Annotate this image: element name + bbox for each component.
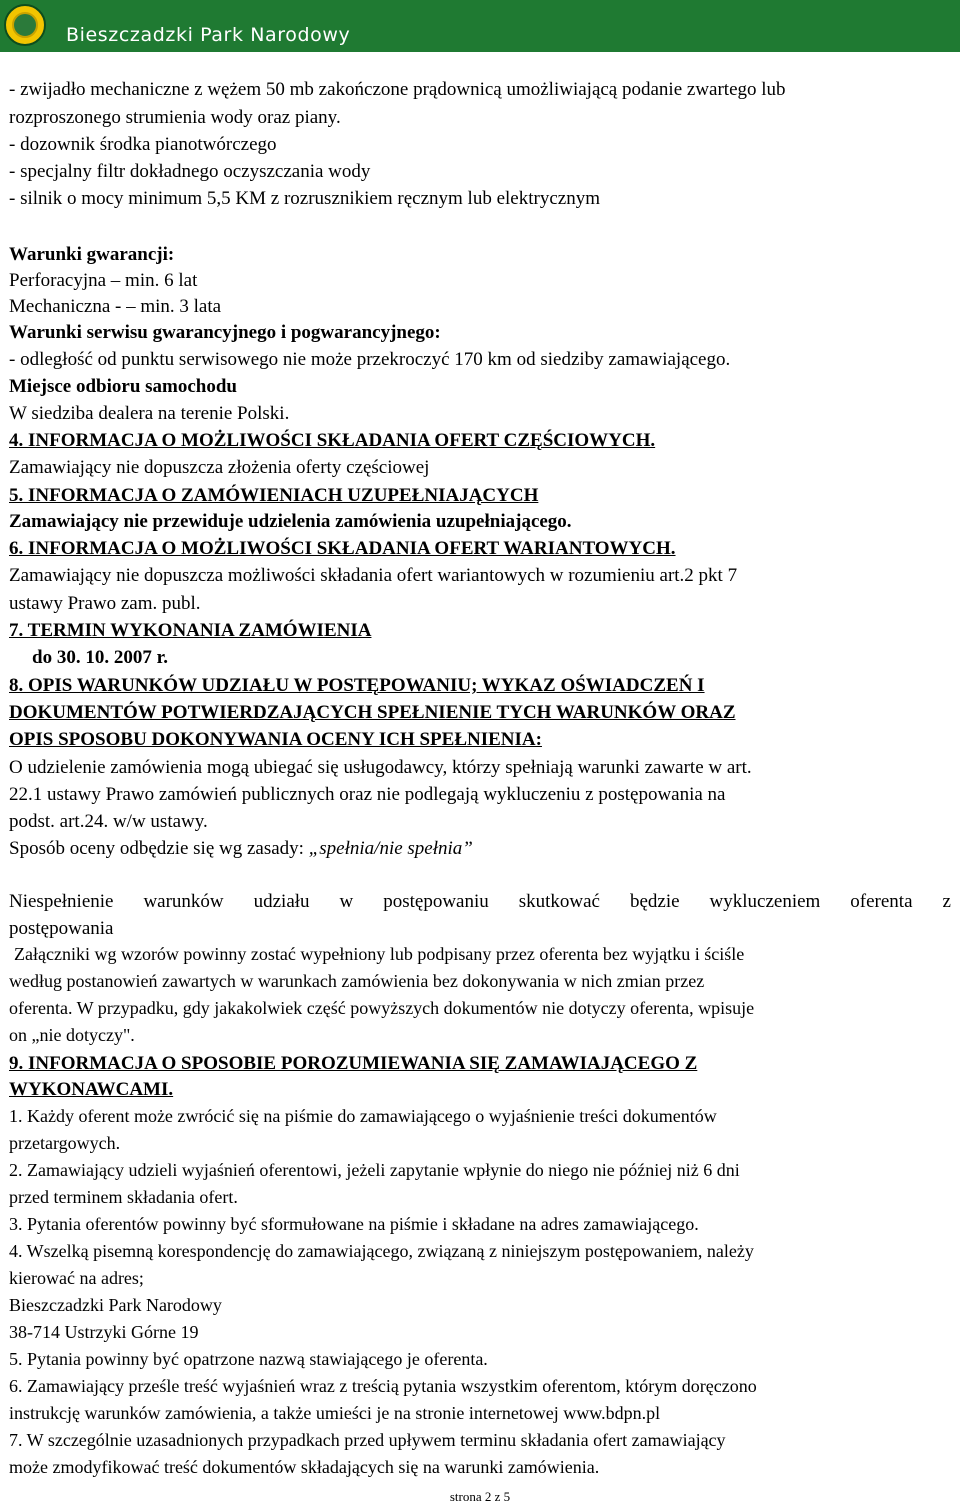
- text-line: postępowania: [9, 918, 114, 939]
- word: Niespełnienie: [9, 891, 114, 912]
- text-line: ustawy Prawo zam. publ.: [9, 593, 201, 614]
- text-line: rozproszonego strumienia wody oraz piany.: [9, 107, 341, 128]
- text-line: Zamawiający nie dopuszcza złożenia oferty częściowej: [9, 457, 430, 478]
- text-line: Bieszczadzki Park Narodowy: [9, 1295, 222, 1315]
- word: oferenta: [850, 891, 913, 912]
- section-heading: 8. OPIS WARUNKÓW UDZIAŁU W POSTĘPOWANIU; WYKAZ OŚWIADCZEŃ I: [9, 675, 705, 696]
- text-line: 7. W szczególnie uzasadnionych przypadkach przed upływem terminu składania ofert zamawiający: [9, 1430, 726, 1450]
- text-line: Perforacyjna – min. 6 lat: [9, 270, 198, 291]
- text-line: przetargowych.: [9, 1133, 121, 1153]
- text-line: [9, 839, 473, 858]
- text-line: Zamawiający nie dopuszcza możliwości składania ofert wariantowych w rozumieniu art.2 pkt 7: [9, 565, 738, 586]
- text-line: przed terminem składania ofert.: [9, 1187, 238, 1207]
- word: wykluczeniem: [709, 891, 821, 912]
- text-line: podst. art.24. w/w ustawy.: [9, 811, 208, 832]
- section-heading: DOKUMENTÓW POTWIERDZAJĄCYCH SPEŁNIENIE TYCH WARUNKÓW ORAZ: [9, 702, 736, 723]
- text-line: 4. Wszelką pisemną korespondencję do zamawiającego, związaną z niniejszym postępowaniem, należy: [9, 1241, 754, 1261]
- text-line: do 30. 10. 2007 r.: [32, 647, 169, 668]
- section-heading: Miejsce odbioru samochodu: [9, 376, 237, 397]
- header-title: Bieszczadzki Park Narodowy: [66, 24, 351, 46]
- text-line: według postanowień zawartych w warunkach zamówienia bez dokonywania w nich zmian przez: [9, 971, 705, 991]
- text-line: 2. Zamawiający udzieli wyjaśnień oferentowi, jeżeli zapytanie wpłynie do niego nie później niż 6 dni: [9, 1160, 740, 1180]
- text-line: oferenta. W przypadku, gdy jakakolwiek część powyższych dokumentów nie dotyczy oferenta, wpisuje: [9, 998, 755, 1018]
- text-line: kierować na adres;: [9, 1268, 144, 1288]
- section-heading: 7. TERMIN WYKONANIA ZAMÓWIENIA: [9, 620, 372, 641]
- justified-line: [9, 892, 951, 911]
- section-heading: Warunki serwisu gwarancyjnego i pogwarancyjnego:: [9, 322, 441, 343]
- page-header: [0, 0, 960, 52]
- section-heading: Warunki gwarancji:: [9, 244, 175, 265]
- text-line: instrukcję warunków zamówienia, a także umieści je na stronie internetowej www.bdpn.pl: [9, 1403, 661, 1423]
- text-line: - zwijadło mechaniczne z wężem 50 mb zakończone prądownicą umożliwiającą podanie zwartego lub: [9, 79, 786, 100]
- section-heading: OPIS SPOSOBU DOKONYWANIA OCENY ICH SPEŁNIENIA:: [9, 729, 542, 750]
- text-line: W siedziba dealera na terenie Polski.: [9, 403, 290, 424]
- word: udziału: [253, 891, 310, 912]
- text-line: 22.1 ustawy Prawo zamówień publicznych oraz nie podlegają wykluczeniu z postępowania na: [9, 784, 726, 805]
- word: będzie: [629, 891, 680, 912]
- text-line: Załączniki wg wzorów powinny zostać wypełniony lub podpisany przez oferenta bez wyjątku i ściśle: [14, 944, 745, 964]
- park-emblem-icon: [4, 4, 46, 46]
- text-line: 3. Pytania oferentów powinny być sformułowane na piśmie i składane na adres zamawiającego.: [9, 1214, 699, 1234]
- text-line: on „nie dotyczy".: [9, 1025, 135, 1045]
- word: w: [339, 891, 354, 912]
- text-line: - dozownik środka pianotwórczego: [9, 134, 277, 155]
- word: z: [942, 891, 951, 912]
- section-heading: 4. INFORMACJA O MOŻLIWOŚCI SKŁADANIA OFERT CZĘŚCIOWYCH.: [9, 430, 656, 451]
- section-heading: WYKONAWCAMI.: [9, 1079, 174, 1100]
- word: skutkować: [518, 891, 600, 912]
- text-line: Zamawiający nie przewiduje udzielenia zamówienia uzupełniającego.: [9, 511, 572, 532]
- text-line: 1. Każdy oferent może zwrócić się na piśmie do zamawiającego o wyjaśnienie treści dokumentów: [9, 1106, 717, 1126]
- text-line: - odległość od punktu serwisowego nie może przekroczyć 170 km od siedziby zamawiającego.: [9, 349, 731, 370]
- text-run: Sposób oceny odbędzie się wg zasady:: [9, 838, 309, 859]
- section-heading: 9. INFORMACJA O SPOSOBIE POROZUMIEWANIA SIĘ ZAMAWIAJĄCEGO Z: [9, 1053, 698, 1074]
- text-line: 6. Zamawiający prześle treść wyjaśnień wraz z treścią pytania wszystkim oferentom, którym doręczono: [9, 1376, 757, 1396]
- text-line: - specjalny filtr dokładnego oczyszczania wody: [9, 161, 371, 182]
- section-heading: 5. INFORMACJA O ZAMÓWIENIACH UZUPEŁNIAJĄCYCH: [9, 485, 539, 506]
- word: postępowaniu: [383, 891, 489, 912]
- text-line: O udzielenie zamówienia mogą ubiegać się usługodawcy, którzy spełniają warunki zawarte w art.: [9, 757, 752, 778]
- page-number: strona 2 z 5: [449, 1489, 511, 1504]
- text-line: Mechaniczna - – min. 3 lata: [9, 296, 222, 317]
- text-line: - silnik o mocy minimum 5,5 KM z rozrusznikiem ręcznym lub elektrycznym: [9, 188, 600, 209]
- section-heading: 6. INFORMACJA O MOŻLIWOŚCI SKŁADANIA OFERT WARIANTOWYCH.: [9, 538, 676, 559]
- word: warunków: [143, 891, 224, 912]
- text-line: może zmodyfikować treść dokumentów składających się na warunki zamówienia.: [9, 1457, 600, 1477]
- text-run-italic: „spełnia/nie spełnia”: [308, 838, 473, 859]
- text-line: 5. Pytania powinny być opatrzone nazwą stawiającego je oferenta.: [9, 1349, 488, 1369]
- text-line: 38-714 Ustrzyki Górne 19: [9, 1322, 199, 1342]
